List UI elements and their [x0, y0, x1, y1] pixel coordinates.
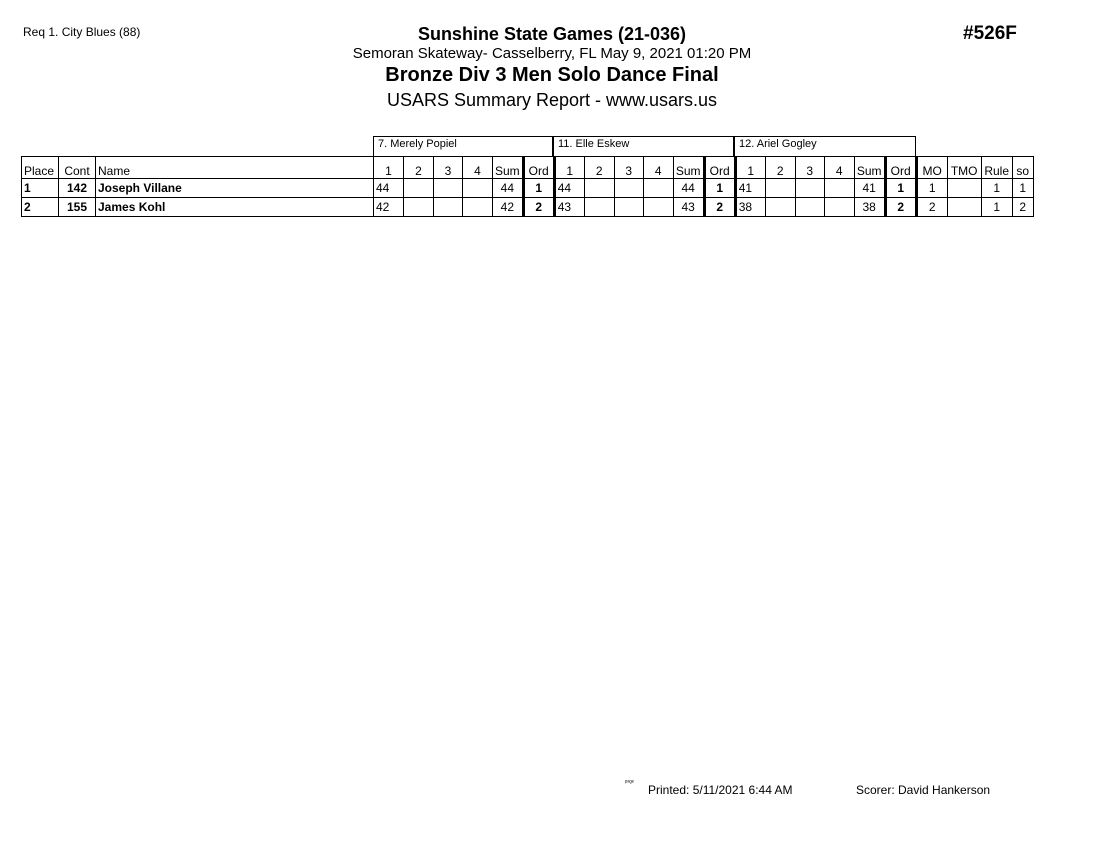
score-cell: [434, 179, 463, 198]
mo-cell: 2: [916, 198, 947, 217]
ord-cell: 2: [523, 198, 554, 217]
ord-cell: 1: [523, 179, 554, 198]
score-cell: [463, 179, 493, 198]
score-cell: [584, 198, 614, 217]
sum-cell: 44: [493, 179, 524, 198]
printed-timestamp: Printed: 5/11/2021 6:44 AM: [648, 783, 793, 797]
score-cell: [643, 179, 673, 198]
score-cell: [765, 179, 795, 198]
venue-date: Semoran Skateway- Casselberry, FL May 9, 2021 01:20 PM: [352, 45, 752, 62]
place-cell: 1: [22, 179, 59, 198]
col-so: so: [1012, 157, 1033, 179]
col-j1-s4: 4: [463, 157, 493, 179]
score-cell: [404, 198, 434, 217]
sum-cell: 41: [854, 179, 885, 198]
place-cell: 2: [22, 198, 59, 217]
score-cell: 43: [554, 198, 584, 217]
header-row: [22, 157, 1034, 179]
col-place: Place: [22, 157, 59, 179]
score-cell: 44: [554, 179, 584, 198]
sum-cell: 44: [673, 179, 704, 198]
score-cell: [824, 198, 854, 217]
name-cell: James Kohl: [96, 198, 374, 217]
score-cell: [614, 179, 643, 198]
sum-cell: 38: [854, 198, 885, 217]
tmo-cell: [947, 179, 981, 198]
report-title: USARS Summary Report - www.usars.us: [386, 90, 718, 110]
col-j3-sum: Sum: [854, 157, 885, 179]
score-cell: [404, 179, 434, 198]
col-j2-s2: 2: [584, 157, 614, 179]
request-label: Req 1. City Blues (88): [23, 25, 141, 39]
col-rule: Rule: [981, 157, 1012, 179]
judge-header-2: 11. Elle Eskew: [553, 136, 734, 156]
col-j1-s3: 3: [434, 157, 463, 179]
score-cell: 42: [374, 198, 404, 217]
score-cell: [765, 198, 795, 217]
score-cell: 38: [735, 198, 765, 217]
cont-cell: 142: [59, 179, 96, 198]
score-cell: 41: [735, 179, 765, 198]
score-cell: [795, 198, 824, 217]
sum-cell: 42: [493, 198, 524, 217]
so-cell: 1: [1012, 179, 1033, 198]
scorer-label: Scorer: David Hankerson: [856, 783, 991, 797]
score-cell: [643, 198, 673, 217]
page-mark: ᵖᵃᵍᵉ: [625, 780, 634, 786]
col-j1-s1: 1: [374, 157, 404, 179]
mo-cell: 1: [916, 179, 947, 198]
table-row: [22, 179, 1034, 198]
score-cell: [824, 179, 854, 198]
rule-cell: 1: [981, 198, 1012, 217]
judge-header-1: 7. Merely Popiel: [373, 136, 553, 156]
col-j3-s1: 1: [735, 157, 765, 179]
division-title: Bronze Div 3 Men Solo Dance Final: [385, 64, 719, 86]
tmo-cell: [947, 198, 981, 217]
col-j3-ord: Ord: [885, 157, 916, 179]
ord-cell: 1: [704, 179, 735, 198]
col-cont: Cont: [59, 157, 96, 179]
score-cell: [434, 198, 463, 217]
sum-cell: 43: [673, 198, 704, 217]
col-j1-ord: Ord: [523, 157, 554, 179]
table-row: [22, 198, 1034, 217]
col-j2-sum: Sum: [673, 157, 704, 179]
score-cell: [795, 179, 824, 198]
col-j2-s1: 1: [554, 157, 584, 179]
col-j3-s3: 3: [795, 157, 824, 179]
col-name: Name: [96, 157, 374, 179]
col-j2-s3: 3: [614, 157, 643, 179]
page-title: Sunshine State Games (21-036): [417, 24, 687, 44]
col-j1-s2: 2: [404, 157, 434, 179]
col-tmo: TMO: [947, 157, 981, 179]
score-cell: [463, 198, 493, 217]
col-j3-s2: 2: [765, 157, 795, 179]
rule-cell: 1: [981, 179, 1012, 198]
col-j3-s4: 4: [824, 157, 854, 179]
score-cell: 44: [374, 179, 404, 198]
col-j2-s4: 4: [643, 157, 673, 179]
so-cell: 2: [1012, 198, 1033, 217]
ord-cell: 2: [704, 198, 735, 217]
score-cell: [614, 198, 643, 217]
ord-cell: 1: [885, 179, 916, 198]
cont-cell: 155: [59, 198, 96, 217]
col-j2-ord: Ord: [704, 157, 735, 179]
results-table: [21, 156, 1034, 217]
judge-header-3: 12. Ariel Gogley: [734, 136, 916, 156]
event-code: #526F: [963, 23, 1017, 44]
name-cell: Joseph Villane: [96, 179, 374, 198]
col-mo: MO: [916, 157, 947, 179]
col-j1-sum: Sum: [493, 157, 524, 179]
score-cell: [584, 179, 614, 198]
ord-cell: 2: [885, 198, 916, 217]
